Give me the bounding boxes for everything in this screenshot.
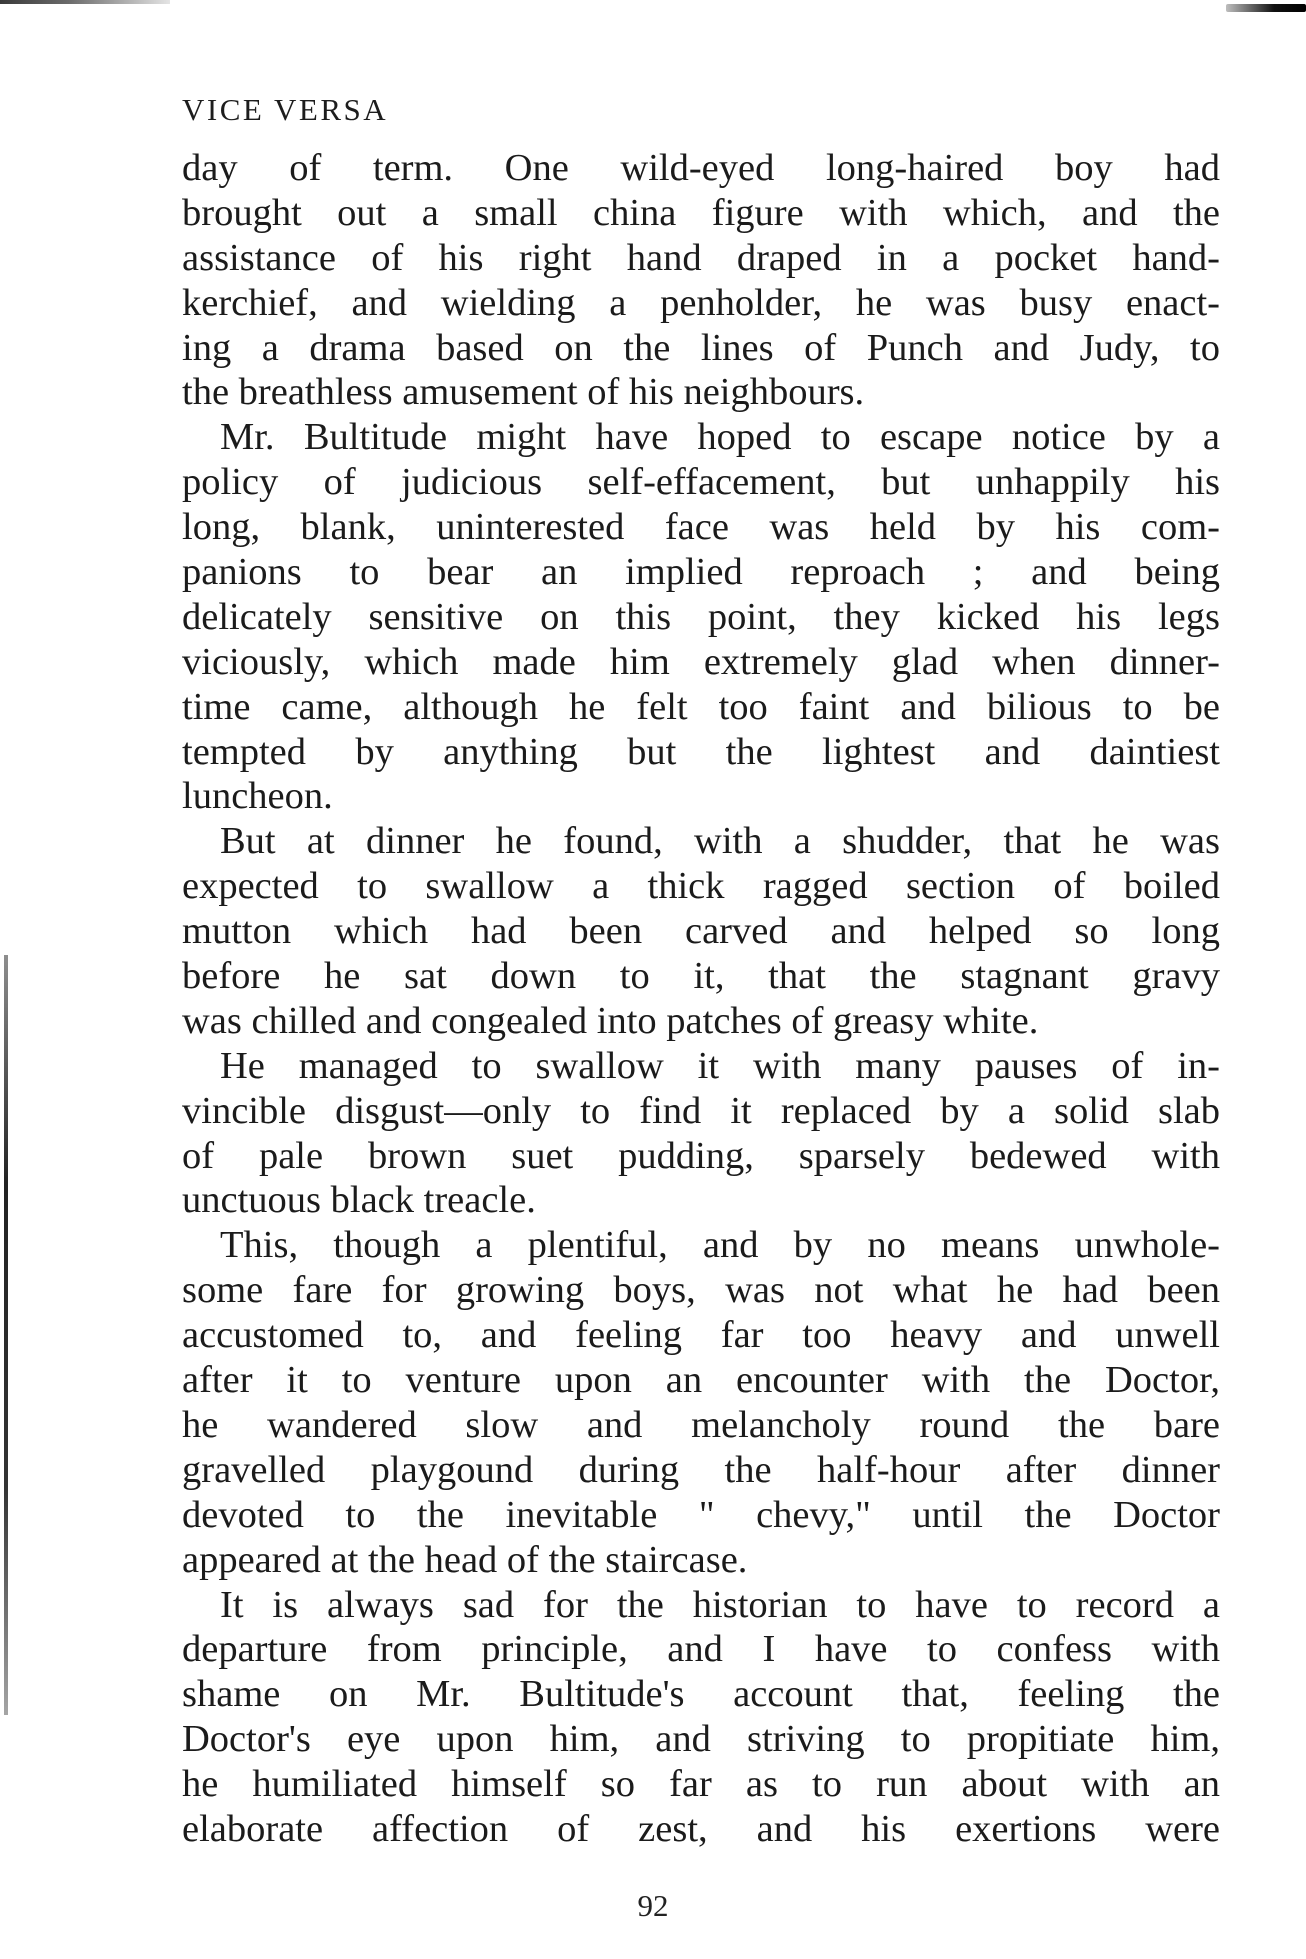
text-line: kerchief, and wielding a penholder, he was busy enact- <box>182 281 1220 324</box>
text-line: He managed to swallow it with many pauses of in- <box>220 1044 1220 1087</box>
text-line: mutton which had been carved and helped so long <box>182 910 1220 953</box>
text-line: elaborate affection of zest, and his exertions were <box>182 1807 1220 1850</box>
text-line: luncheon. <box>182 775 333 818</box>
text-line: brought out a small china figure with which, and the <box>182 191 1220 234</box>
text-line: some fare for growing boys, was not what he had been <box>182 1269 1220 1312</box>
text-line: panions to bear an implied reproach ; and being <box>182 551 1220 594</box>
text-line: viciously, which made him extremely glad when dinner- <box>182 640 1220 683</box>
text-line: he humiliated himself so far as to run about with an <box>182 1763 1220 1806</box>
text-line: devoted to the inevitable " chevy," until the Doctor <box>182 1493 1220 1536</box>
text-line: before he sat down to it, that the stagnant gravy <box>182 955 1220 998</box>
text-line: departure from principle, and I have to confess with <box>182 1628 1220 1671</box>
text-line: ing a drama based on the lines of Punch and Judy, to <box>182 326 1220 369</box>
text-line: he wandered slow and melancholy round the bare <box>182 1403 1220 1446</box>
text-line: vincible disgust—only to find it replaced by a solid slab <box>182 1089 1220 1132</box>
running-head: VICE VERSA <box>182 92 389 127</box>
text-line: policy of judicious self-effacement, but unhappily his <box>182 461 1220 504</box>
text-line: Mr. Bultitude might have hoped to escape notice by a <box>220 416 1220 459</box>
text-line: tempted by anything but the lightest and daintiest <box>182 730 1220 773</box>
scan-artifact-top-left <box>0 0 170 4</box>
page-number: 92 <box>637 1888 669 1923</box>
text-line: of pale brown suet pudding, sparsely bedewed with <box>182 1134 1220 1177</box>
text-line: unctuous black treacle. <box>182 1179 536 1222</box>
text-line: Doctor's eye upon him, and striving to propitiate him, <box>182 1718 1220 1761</box>
scan-artifact-left-edge <box>4 955 8 1715</box>
text-line: after it to venture upon an encounter with the Doctor, <box>182 1359 1220 1402</box>
text-line: shame on Mr. Bultitude's account that, feeling the <box>182 1673 1220 1716</box>
text-line: It is always sad for the historian to have to record a <box>220 1583 1220 1626</box>
text-line: day of term. One wild-eyed long-haired boy had <box>182 147 1220 189</box>
text-line: But at dinner he found, with a shudder, that he was <box>220 820 1220 863</box>
text-line: time came, although he felt too faint and bilious to be <box>182 685 1220 728</box>
text-line: delicately sensitive on this point, they kicked his legs <box>182 595 1220 638</box>
body-text <box>182 146 1220 1852</box>
text-line: gravelled playgound during the half-hour after dinner <box>182 1448 1220 1491</box>
scan-artifact-top-right <box>1226 4 1306 12</box>
text-line: accustomed to, and feeling far too heavy and unwell <box>182 1314 1220 1357</box>
text-line: assistance of his right hand draped in a pocket hand- <box>182 236 1220 279</box>
text-line: expected to swallow a thick ragged section of boiled <box>182 865 1220 908</box>
text-line: This, though a plentiful, and by no means unwhole- <box>220 1224 1220 1267</box>
text-line: was chilled and congealed into patches of greasy white. <box>182 999 1039 1042</box>
text-line: the breathless amusement of his neighbours. <box>182 371 865 414</box>
text-line: long, blank, uninterested face was held by his com- <box>182 506 1220 549</box>
text-line: appeared at the head of the staircase. <box>182 1538 748 1581</box>
